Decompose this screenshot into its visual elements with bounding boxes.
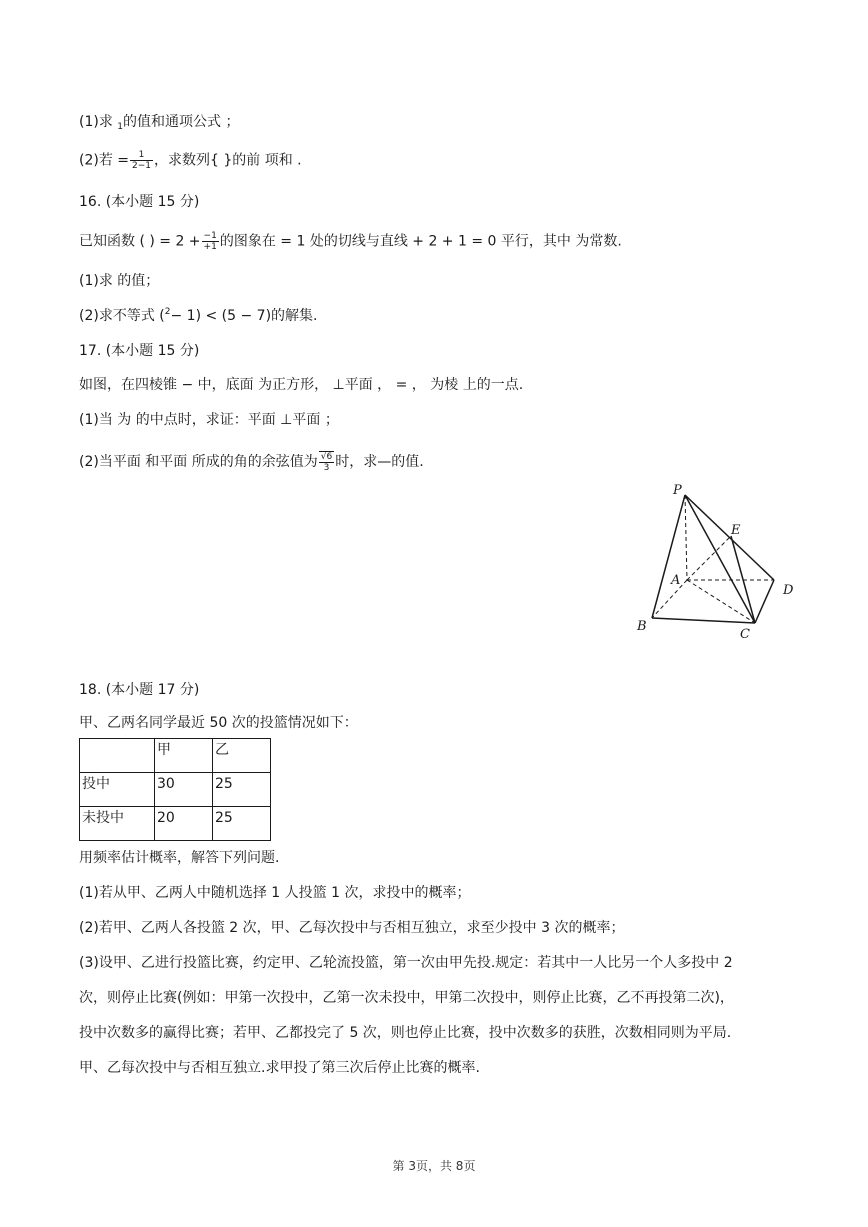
table-cell [80,739,155,773]
q18-part2: (2)若甲、乙两人各投篮 2 次，甲、乙每次投中与否相互独立，求至少投中 3 次的概率； [79,920,625,936]
q18-part3-line1: (3)设甲、乙进行投篮比赛，约定甲、乙轮流投篮，第一次由甲先投.规定：若其中一人比另一个人多投中 2 [79,955,733,971]
table-cell: 30 [155,773,213,807]
fraction: $\frac{-1}{+1}$ [203,231,217,252]
pyramid-figure [630,478,810,648]
table-header-row [80,739,271,773]
label-e: E [731,523,741,538]
edge-pb [652,495,685,618]
q18-part1: (1)若从甲、乙两人中随机选择 1 人投篮 1 次，求投中的概率； [79,885,471,901]
edge-pa [685,495,687,580]
q18-note: 用频率估计概率，解答下列问题. [79,850,280,866]
q18-part3-line2: 次，则停止比赛(例如：甲第一次投中，乙第一次未投中，甲第二次投中，则停止比赛，乙不再投第二次)， [79,990,734,1006]
table-cell: 未投中 [80,807,155,841]
table-cell: 甲 [155,739,213,773]
table-cell: 25 [213,773,271,807]
label-c: C [740,627,750,642]
label-p: P [673,483,682,498]
q18-part3-line3: 投中次数多的赢得比赛；若甲、乙都投完了 5 次，则也停止比赛，投中次数多的获胜，次数相同则为平局. [79,1025,732,1041]
q16-part2: (2)求不等式 ($^2$− 1) < (5 − 7)的解集. [79,307,318,324]
edge-pc [685,495,755,623]
q16-header: 16. (本小题 15 分) [79,194,200,210]
table-cell: 20 [155,807,213,841]
q15-part2: (2)若 = $\frac{1}{2-1}$ ，求数列{ }的前 项和 . [79,150,302,171]
q16-stem: 已知函数 ( ) = 2 + $\frac{-1}{+1}$ 的图象在 = 1 处的切线与直线 + 2 + 1 = 0 平行，其中 为常数. [79,231,622,252]
table-cell: 25 [213,807,271,841]
q17-part2: (2)当平面 和平面 所成的角的余弦值为 $\frac{√6}{3}$ 时，求—的值. [79,452,424,473]
label-b: B [637,619,647,634]
fraction: $\frac{√6}{3}$ [320,452,333,473]
label-a: A [671,573,681,588]
edge-bc [652,618,755,623]
q15-part1: (1)求 $_1$的值和通项公式 ； [79,114,240,132]
shots-table [79,738,271,841]
table-cell: 投中 [80,773,155,807]
page-footer: 第 3页，共 8页 [392,1159,476,1173]
table-cell: 乙 [213,739,271,773]
q17-stem: 如图，在四棱锥 − 中，底面 为正方形， ⊥平面 ， = ， 为棱 上的一点. [79,377,524,393]
edge-cd [755,580,774,623]
q18-intro: 甲、乙两名同学最近 50 次的投篮情况如下： [79,715,358,731]
table-row [80,807,271,841]
fraction: $\frac{1}{2-1}$ [132,150,152,171]
q17-header: 17. (本小题 15 分) [79,343,200,359]
edge-pd [685,495,774,580]
table-row [80,773,271,807]
edge-ae [687,536,731,580]
q18-header: 18. (本小题 17 分) [79,682,200,698]
label-d: D [783,583,794,598]
q16-part1: (1)求 的值； [79,273,160,289]
q17-part1: (1)当 为 的中点时，求证：平面 ⊥平面 ； [79,412,339,428]
q18-part3-line4: 甲、乙每次投中与否相互独立.求甲投了第三次后停止比赛的概率. [79,1060,480,1076]
